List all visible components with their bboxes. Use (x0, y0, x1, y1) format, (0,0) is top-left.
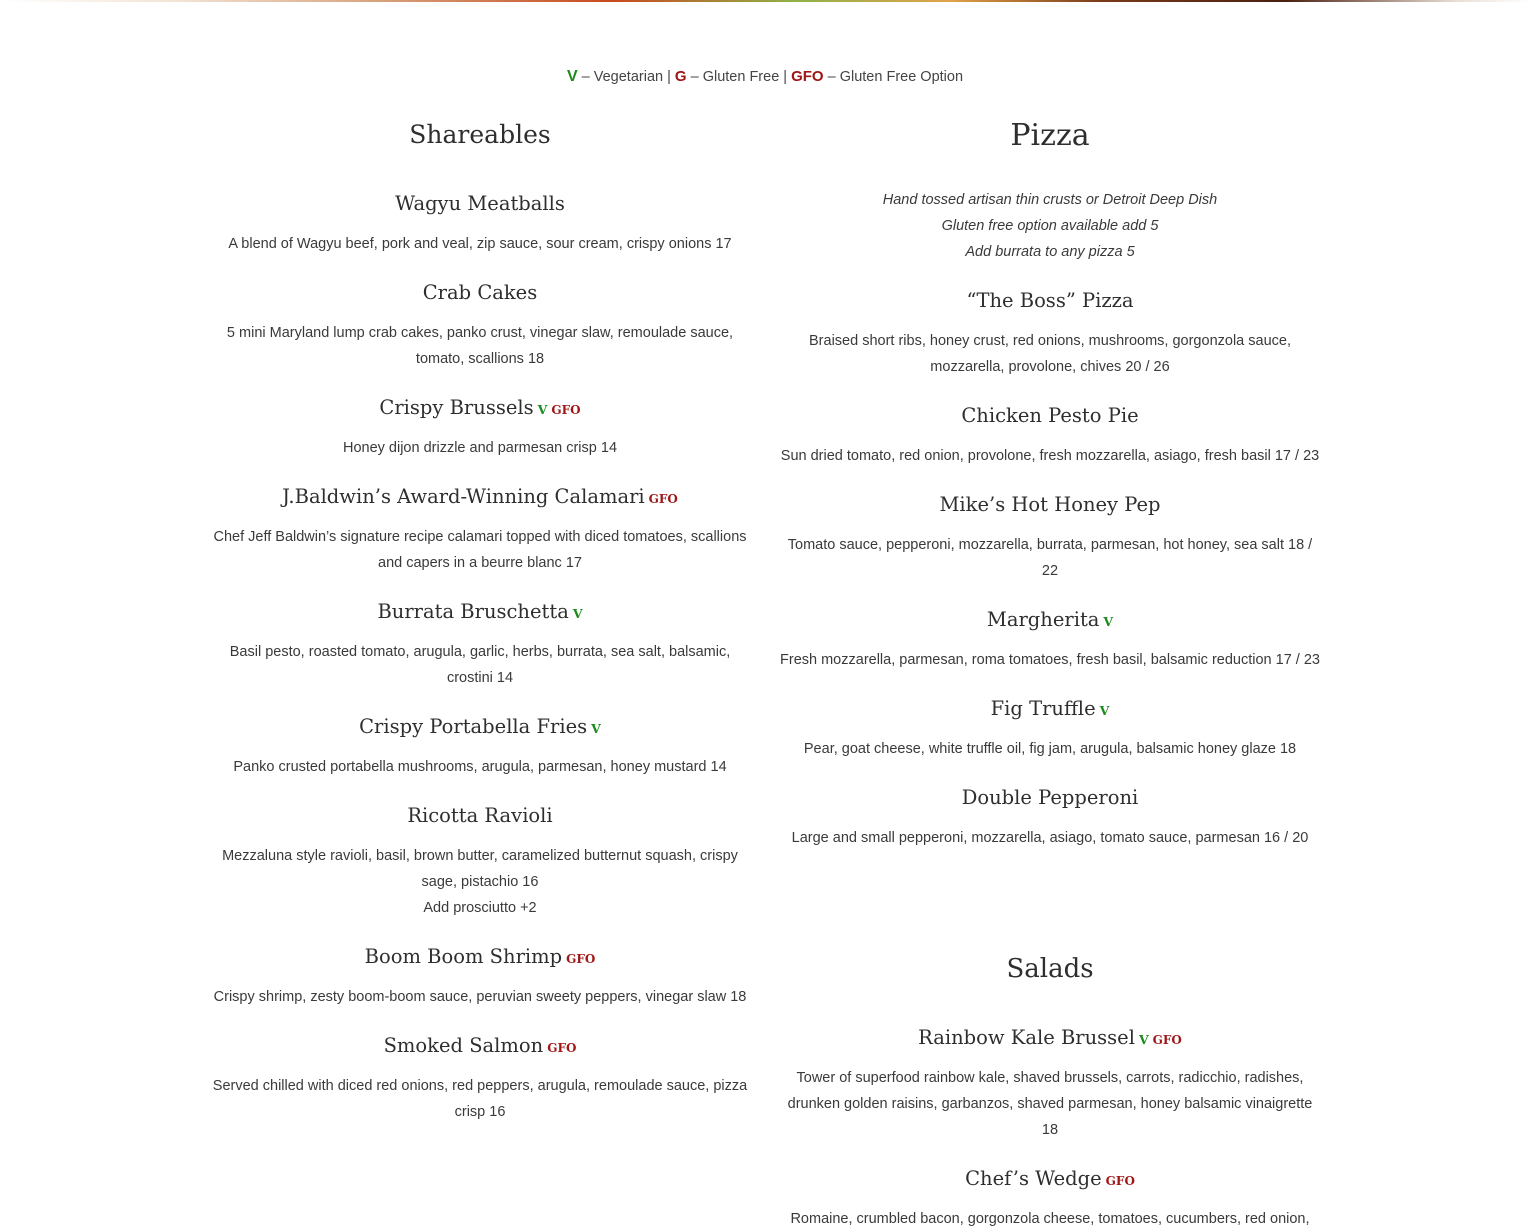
menu-item-heading (205, 715, 755, 738)
menu-item-desc: Pear, goat cheese, white truffle oil, fig jam, arugula, balsamic honey glaze 18 (803, 741, 1297, 757)
menu-item-desc: Panko crusted portabella mushrooms, arugula, parmesan, honey mustard 14 (233, 759, 727, 775)
menu-item-name: Crispy Portabella Fries (359, 715, 588, 738)
menu-item-name: J.Baldwin’s Award-Winning Calamari (282, 485, 645, 508)
menu-item-desc: Crispy shrimp, zesty boom-boom sauce, peruvian sweety peppers, vinegar slaw 18 (213, 989, 747, 1005)
legend-g-mark: G (674, 68, 687, 85)
menu-item-name: Smoked Salmon (383, 1034, 544, 1057)
menu-item-desc (205, 843, 755, 921)
vegetarian-tag: V (1099, 703, 1110, 718)
menu-item-name: Margherita (986, 608, 1100, 631)
menu-item-desc-addon: Add prosciutto +2 (423, 900, 537, 916)
pizza-intro-line: Add burrata to any pizza 5 (965, 244, 1135, 260)
menu-item-desc: 5 mini Maryland lump crab cakes, panko crust, vinegar slaw, remoulade sauce, tomato, scallions 18 (226, 325, 734, 367)
menu-item-name: Rainbow Kale Brussel (918, 1026, 1135, 1049)
vegetarian-tag: V (572, 606, 583, 621)
legend-v-text: – Vegetarian | (577, 69, 675, 85)
menu-item-desc-main: Mezzaluna style ravioli, basil, brown butter, caramelized butternut squash, crispy sage, pistachio 16 (222, 848, 738, 890)
menu-item-desc: Honey dijon drizzle and parmesan crisp 14 (342, 440, 618, 456)
menu-item-heading (775, 1167, 1325, 1190)
menu-item-name: Boom Boom Shrimp (364, 945, 563, 968)
vegetarian-tag: V (537, 402, 548, 417)
menu-item-desc: Tomato sauce, pepperoni, mozzarella, burrata, parmesan, hot honey, sea salt 18 / 22 (787, 537, 1313, 579)
menu-item-name: Crispy Brussels (379, 396, 534, 419)
legend-gfo-mark: GFO (791, 68, 824, 85)
menu-item-name: Crab Cakes (422, 281, 538, 304)
menu-item-heading (205, 396, 755, 419)
gluten-free-option-tag: GFO (566, 952, 596, 966)
top-decorative-strip (0, 0, 1530, 2)
vegetarian-tag: V (1103, 614, 1114, 629)
gluten-free-option-tag: GFO (551, 403, 581, 417)
menu-item-name: Chicken Pesto Pie (961, 404, 1139, 427)
pizza-intro-line: Hand tossed artisan thin crusts or Detroit Deep Dish (882, 192, 1218, 208)
menu-item-desc: A blend of Wagyu beef, pork and veal, zip sauce, sour cream, crispy onions 17 (228, 236, 732, 252)
menu-item-name: Ricotta Ravioli (407, 804, 553, 827)
vegetarian-tag: V (1138, 1032, 1149, 1047)
menu-item-name: Double Pepperoni (961, 786, 1139, 809)
menu-item-heading (205, 600, 755, 623)
gluten-free-option-tag: GFO (648, 492, 678, 506)
menu-item-heading (205, 485, 755, 508)
menu-item-name: Mike’s Hot Honey Pep (939, 493, 1161, 516)
legend-g-text: – Gluten Free | (686, 69, 792, 85)
vegetarian-tag: V (591, 721, 601, 736)
menu-item-desc: Fresh mozzarella, parmesan, roma tomatoes, fresh basil, balsamic reduction 17 / 23 (780, 652, 1320, 668)
menu-item-desc: Romaine, crumbled bacon, gorgonzola cheese, tomatoes, cucumbers, red onion, (790, 1211, 1310, 1227)
menu-item-desc: Chef Jeff Baldwin’s signature recipe calamari topped with diced tomatoes, scallions and capers in a beurre blanc 17 (213, 529, 747, 571)
menu-item-heading (775, 697, 1325, 720)
dietary-legend (0, 68, 1530, 86)
pizza-intro (775, 187, 1325, 265)
menu-item-heading (775, 608, 1325, 631)
legend-gfo-text: – Gluten Free Option (823, 69, 964, 85)
legend-v-mark: V (566, 68, 578, 85)
menu-item-desc: Sun dried tomato, red onion, provolone, fresh mozzarella, asiago, fresh basil 17 / 23 (780, 448, 1320, 464)
menu-item-desc: Tower of superfood rainbow kale, shaved brussels, carrots, radicchio, radishes, drunken golden raisins, garbanzos, shaved parmesan, honey balsamic vinaigrette 18 (787, 1070, 1313, 1138)
menu-item-desc: Large and small pepperoni, mozzarella, asiago, tomato sauce, parmesan 16 / 20 (791, 830, 1309, 846)
gluten-free-option-tag: GFO (1105, 1174, 1135, 1188)
menu-item-desc: Braised short ribs, honey crust, red onions, mushrooms, gorgonzola sauce, mozzarella, provolone, chives 20 / 26 (809, 333, 1291, 375)
menu-item-heading (205, 1034, 755, 1057)
menu-item-name: Wagyu Meatballs (395, 192, 565, 215)
menu-item-name: “The Boss” Pizza (966, 289, 1134, 312)
menu-item-desc: Basil pesto, roasted tomato, arugula, garlic, herbs, burrata, sea salt, balsamic, crostini 14 (229, 644, 731, 686)
menu-item-desc: Served chilled with diced red onions, red peppers, arugula, remoulade sauce, pizza crisp 16 (212, 1078, 748, 1120)
menu-item-name: Burrata Bruschetta (377, 600, 569, 623)
pizza-intro-line: Gluten free option available add 5 (941, 218, 1159, 234)
section-title-salads: Salads (1006, 954, 1094, 984)
gluten-free-option-tag: GFO (547, 1041, 577, 1055)
menu-item-name: Fig Truffle (990, 697, 1096, 720)
section-title-shareables: Shareables (409, 120, 551, 149)
gluten-free-option-tag: GFO (1152, 1033, 1182, 1047)
menu-item-name: Chef’s Wedge (965, 1167, 1102, 1190)
menu-item-heading (775, 1026, 1325, 1049)
menu-item-heading (205, 945, 755, 968)
section-title-pizza: Pizza (1010, 118, 1090, 153)
